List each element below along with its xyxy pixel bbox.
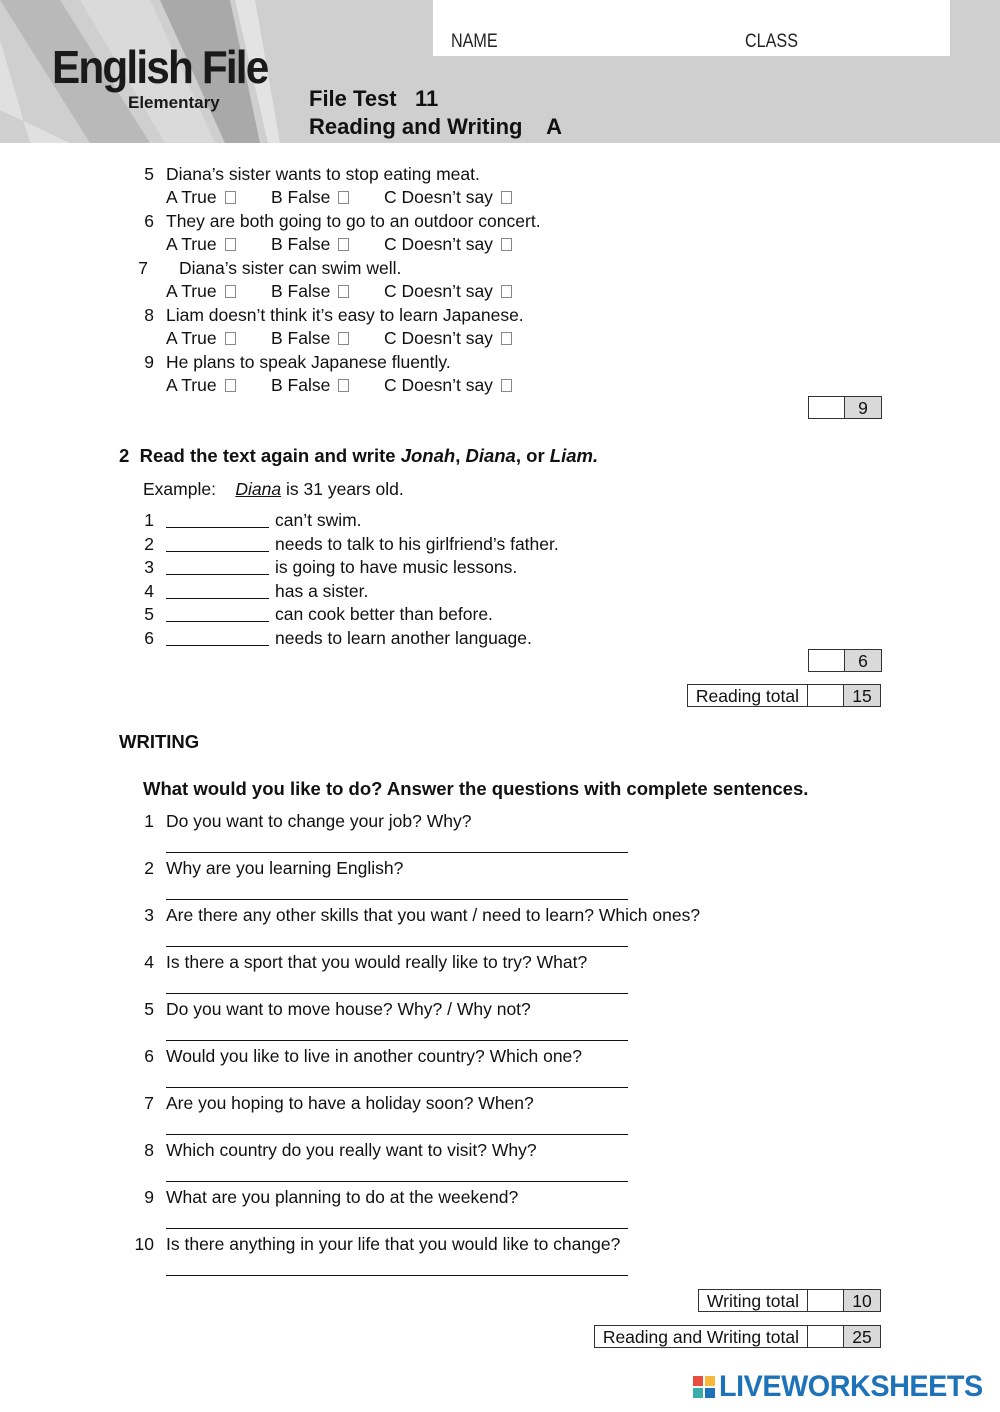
question-number: 6 bbox=[144, 1046, 154, 1066]
question-text: What are you planning to do at the weekend? bbox=[166, 1187, 519, 1207]
item-statement: Liam doesn’t think it’s easy to learn Japanese. bbox=[166, 305, 524, 325]
fill-in-item: needs to talk to his girlfriend’s father. bbox=[166, 533, 559, 555]
option-false[interactable]: B False bbox=[271, 374, 349, 396]
score-input[interactable] bbox=[807, 1289, 843, 1312]
example-line bbox=[143, 478, 404, 500]
checkbox-icon[interactable] bbox=[225, 285, 236, 298]
option-false[interactable]: B False bbox=[271, 280, 349, 302]
option-doesnt-say[interactable]: C Doesn’t say bbox=[384, 280, 512, 302]
checkbox-icon[interactable] bbox=[338, 379, 349, 392]
answer-line[interactable] bbox=[166, 1275, 628, 1276]
reading-total-max: 15 bbox=[843, 684, 881, 707]
item-number: 1 bbox=[144, 510, 154, 530]
option-false[interactable]: B False bbox=[271, 327, 349, 349]
separator: , bbox=[455, 445, 466, 466]
question-text: Are you hoping to have a holiday soon? When? bbox=[166, 1093, 534, 1113]
answer-line[interactable] bbox=[166, 1040, 628, 1041]
answer-line[interactable] bbox=[166, 1181, 628, 1182]
item-number: 3 bbox=[144, 557, 154, 577]
liveworksheets-wordmark: LIVEWORKSHEETS bbox=[719, 1370, 983, 1403]
item-number: 6 bbox=[144, 628, 154, 648]
question-text: Is there a sport that you would really like to try? What? bbox=[166, 952, 588, 972]
question-number: 8 bbox=[144, 1140, 154, 1160]
reading-writing-total-label: Reading and Writing total bbox=[594, 1325, 807, 1348]
example-label: Example: bbox=[143, 479, 216, 499]
checkbox-icon[interactable] bbox=[225, 332, 236, 345]
option-doesnt-say[interactable]: C Doesn’t say bbox=[384, 327, 512, 349]
score-input[interactable] bbox=[808, 396, 844, 419]
question-number: 1 bbox=[144, 811, 154, 831]
score-max: 9 bbox=[844, 396, 882, 419]
writing-total-box bbox=[698, 1289, 881, 1312]
test-title-line2: Reading and Writing A bbox=[309, 114, 562, 139]
checkbox-icon[interactable] bbox=[225, 191, 236, 204]
fill-in-item: has a sister. bbox=[166, 580, 368, 602]
item-number: 4 bbox=[144, 581, 154, 601]
checkbox-icon[interactable] bbox=[501, 379, 512, 392]
fill-in-item: is going to have music lessons. bbox=[166, 556, 517, 578]
writing-total-label: Writing total bbox=[698, 1289, 807, 1312]
question-number: 5 bbox=[144, 999, 154, 1019]
answer-line[interactable] bbox=[166, 993, 628, 994]
option-true[interactable]: A True bbox=[166, 374, 236, 396]
item-statement: They are both going to go to an outdoor concert. bbox=[166, 211, 541, 231]
option-doesnt-say[interactable]: C Doesn’t say bbox=[384, 374, 512, 396]
score-input[interactable] bbox=[807, 1325, 843, 1348]
test-title-line1: File Test 11 bbox=[309, 86, 439, 111]
page-header bbox=[0, 0, 1000, 143]
question-number: 4 bbox=[144, 952, 154, 972]
score-input[interactable] bbox=[807, 684, 843, 707]
option-true[interactable]: A True bbox=[166, 280, 236, 302]
question-number: 3 bbox=[144, 905, 154, 925]
reading-writing-total-box bbox=[594, 1325, 881, 1348]
item-statement: Diana’s sister wants to stop eating meat. bbox=[166, 164, 480, 184]
checkbox-icon[interactable] bbox=[501, 285, 512, 298]
liveworksheets-icon bbox=[693, 1376, 715, 1398]
question-number: 9 bbox=[144, 1187, 154, 1207]
name-class-box bbox=[433, 0, 950, 56]
fill-in-item: can’t swim. bbox=[166, 509, 362, 531]
answer-blank[interactable] bbox=[166, 582, 269, 599]
test-title bbox=[309, 85, 562, 141]
section1-score-box bbox=[808, 396, 882, 419]
option-doesnt-say[interactable]: C Doesn’t say bbox=[384, 186, 512, 208]
answer-blank[interactable] bbox=[166, 558, 269, 575]
logo-title: English File bbox=[52, 41, 268, 93]
reading-writing-total-max: 25 bbox=[843, 1325, 881, 1348]
class-label: CLASS bbox=[745, 31, 798, 52]
item-number: 5 bbox=[144, 604, 154, 624]
answer-line[interactable] bbox=[166, 899, 628, 900]
item-statement: Diana’s sister can swim well. bbox=[179, 258, 402, 278]
option-doesnt-say[interactable]: C Doesn’t say bbox=[384, 233, 512, 255]
item-number: 6 bbox=[144, 211, 154, 231]
checkbox-icon[interactable] bbox=[501, 238, 512, 251]
instruction-text: Read the text again and write bbox=[139, 445, 401, 466]
question-text: Are there any other skills that you want / need to learn? Which ones? bbox=[166, 905, 701, 925]
section2-heading bbox=[119, 444, 598, 468]
question-text: Do you want to move house? Why? / Why not? bbox=[166, 999, 531, 1019]
writing-total-max: 10 bbox=[843, 1289, 881, 1312]
item-number: 2 bbox=[144, 534, 154, 554]
writing-instruction: What would you like to do? Answer the questions with complete sentences. bbox=[143, 778, 809, 799]
section2-score-box bbox=[808, 649, 882, 672]
name-label: NAME bbox=[451, 31, 498, 52]
checkbox-icon[interactable] bbox=[338, 285, 349, 298]
example-answer: Diana bbox=[235, 479, 282, 499]
checkbox-icon[interactable] bbox=[338, 238, 349, 251]
answer-line[interactable] bbox=[166, 1228, 628, 1229]
question-text: Is there anything in your life that you would like to change? bbox=[166, 1234, 621, 1254]
item-number: 5 bbox=[144, 164, 154, 184]
item-number: 9 bbox=[144, 352, 154, 372]
option-true[interactable]: A True bbox=[166, 233, 236, 255]
answer-line[interactable] bbox=[166, 852, 628, 853]
fill-in-item: can cook better than before. bbox=[166, 603, 493, 625]
checkbox-icon[interactable] bbox=[338, 332, 349, 345]
question-text: Which country do you really want to visit? Why? bbox=[166, 1140, 537, 1160]
answer-line[interactable] bbox=[166, 946, 628, 947]
liveworksheets-logo bbox=[693, 1370, 994, 1404]
name-jonah: Jonah bbox=[400, 445, 456, 466]
checkbox-icon[interactable] bbox=[501, 191, 512, 204]
question-text: Do you want to change your job? Why? bbox=[166, 811, 472, 831]
answer-blank[interactable] bbox=[166, 511, 269, 528]
section-number: 2 bbox=[119, 445, 130, 466]
checkbox-icon[interactable] bbox=[501, 332, 512, 345]
reading-total-label: Reading total bbox=[687, 684, 807, 707]
option-true[interactable]: A True bbox=[166, 327, 236, 349]
writing-heading: WRITING bbox=[119, 731, 200, 752]
item-number: 7 bbox=[138, 258, 148, 278]
option-false[interactable]: B False bbox=[271, 233, 349, 255]
separator: , or bbox=[515, 445, 550, 466]
example-text: is 31 years old. bbox=[286, 479, 404, 499]
name-diana: Diana bbox=[465, 445, 516, 466]
fill-in-item: needs to learn another language. bbox=[166, 627, 532, 649]
logo-subtitle: Elementary bbox=[128, 93, 220, 112]
score-max: 6 bbox=[844, 649, 882, 672]
answer-blank[interactable] bbox=[166, 605, 269, 622]
question-text: Would you like to live in another country? Which one? bbox=[166, 1046, 583, 1066]
name-liam: Liam. bbox=[549, 445, 599, 466]
answer-line[interactable] bbox=[166, 1134, 628, 1135]
item-statement: He plans to speak Japanese fluently. bbox=[166, 352, 451, 372]
item-number: 8 bbox=[144, 305, 154, 325]
question-number: 7 bbox=[144, 1093, 154, 1113]
question-number: 10 bbox=[134, 1234, 154, 1254]
option-false[interactable]: B False bbox=[271, 186, 349, 208]
option-true[interactable]: A True bbox=[166, 186, 236, 208]
question-number: 2 bbox=[144, 858, 154, 878]
checkbox-icon[interactable] bbox=[225, 379, 236, 392]
score-input[interactable] bbox=[808, 649, 844, 672]
checkbox-icon[interactable] bbox=[225, 238, 236, 251]
question-text: Why are you learning English? bbox=[166, 858, 404, 878]
checkbox-icon[interactable] bbox=[338, 191, 349, 204]
answer-line[interactable] bbox=[166, 1087, 628, 1088]
answer-blank[interactable] bbox=[166, 629, 269, 646]
answer-blank[interactable] bbox=[166, 535, 269, 552]
reading-total-box bbox=[687, 684, 881, 707]
